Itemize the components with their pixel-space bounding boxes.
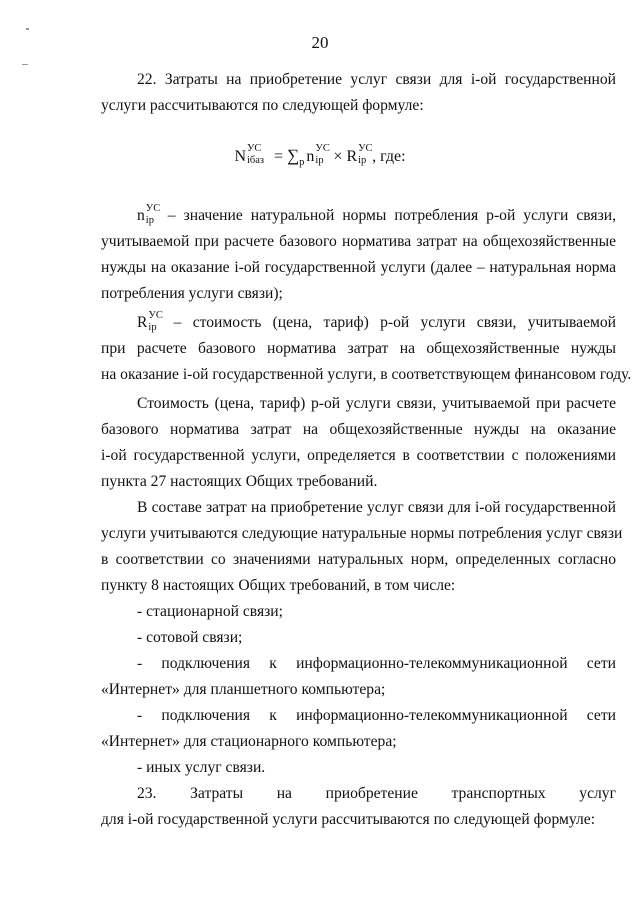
formula-lhs: N УС iбаз: [234, 143, 265, 166]
formula-n-term: n УС ip: [306, 143, 330, 166]
definition-n-line-2: учитываемой при расчете базового норматива затрат на общехозяйственные: [101, 233, 616, 250]
page-number: 20: [311, 33, 329, 52]
list-item-tablet-internet-cont: «Интернет» для планшетного компьютера;: [101, 681, 386, 698]
scan-mark: [26, 28, 29, 30]
formula-communication-costs: N УС iбаз = $\sum_p$ n УС ip × R УС ip , где:: [234, 143, 406, 168]
definition-n-line-4: потребления услуги связи);: [101, 285, 283, 302]
list-item-stationary: - стационарной связи;: [137, 603, 283, 620]
list-item-other: - иных услуг связи.: [137, 759, 266, 776]
norms-paragraph-line-4: пункту 8 настоящих Общих требований, в том числе:: [101, 577, 456, 594]
definition-r-line: R УС ip – стоимость (цена, тариф) р-ой услуги связи, учитываемой: [137, 310, 616, 333]
symbol-r: R УС ip: [137, 310, 163, 333]
scan-mark: [22, 64, 28, 65]
definition-n-line-3: нужды на оказание i-ой государственной услуги (далее – натуральная норма: [101, 259, 616, 276]
list-item-tablet-internet: - подключения к информационно-телекоммуникационной сети: [137, 655, 616, 672]
paragraph-23-line-2: для i-ой государственной услуги рассчитываются по следующей формуле:: [101, 811, 596, 828]
formula-r-term: R УС ip: [346, 143, 373, 166]
paragraph-22-line-2: услуги рассчитываются по следующей формуле:: [101, 97, 424, 114]
list-item-desktop-internet: - подключения к информационно-телекоммуникационной сети: [137, 707, 616, 724]
norms-paragraph-line-2: услуги учитываются следующие натуральные нормы потребления услуг связи: [101, 525, 623, 542]
sigma-symbol: ∑: [287, 146, 300, 165]
cost-paragraph-line-4: пункта 27 настоящих Общих требований.: [101, 473, 378, 490]
paragraph-23-line-1: 23. Затраты на приобретение транспортных услуг: [137, 785, 616, 802]
cost-paragraph-line-1: Стоимость (цена, тариф) р-ой услуги связи, учитываемой при расчете: [137, 395, 616, 412]
list-item-cellular: - сотовой связи;: [137, 629, 243, 646]
cost-paragraph-line-2: базового норматива затрат на общехозяйственные нужды на оказание: [101, 421, 616, 438]
definition-r-line-3: на оказание i-ой государственной услуги, в соответствующем финансовом году.: [101, 366, 632, 383]
norms-paragraph-line-3: в соответствии со значениями натуральных норм, определенных согласно: [101, 551, 616, 568]
symbol-n: n УС ip: [137, 203, 161, 226]
norms-paragraph-line-1: В составе затрат на приобретение услуг связи для i-ой государственной: [137, 499, 616, 516]
paragraph-22-line-1: 22. Затраты на приобретение услуг связи для i-ой государственной: [137, 71, 616, 88]
definition-r-line-2: при расчете базового норматива затрат на общехозяйственные нужды: [101, 340, 616, 357]
list-item-desktop-internet-cont: «Интернет» для стационарного компьютера;: [101, 733, 397, 750]
cost-paragraph-line-3: i-ой государственной услуги, определяется в соответствии с положениями: [101, 447, 616, 464]
definition-n-line: n УС ip – значение натуральной нормы потребления р-ой услуги связи,: [137, 203, 616, 226]
